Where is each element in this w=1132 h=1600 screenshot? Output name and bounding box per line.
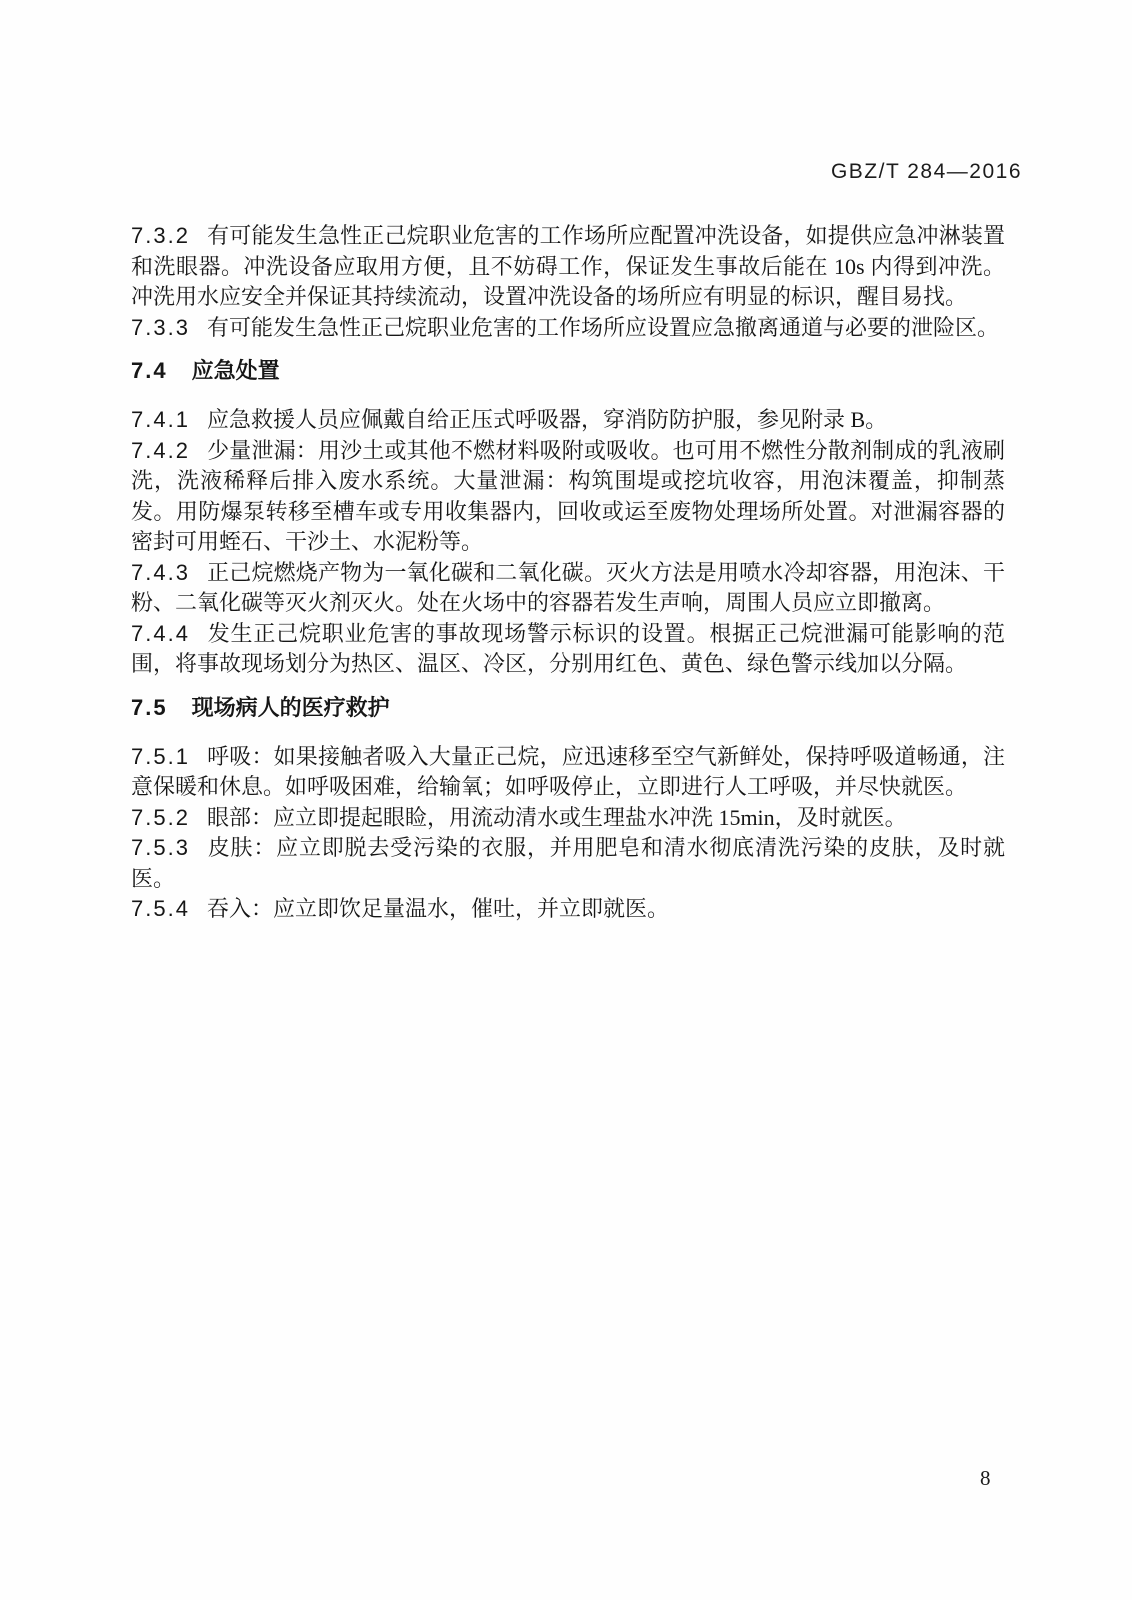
clause-text: 发生正己烷职业危害的事故现场警示标识的设置。根据正己烷泄漏可能影响的范围，将事故现场划分为热区、温区、冷区，分别用红色、黄色、绿色警示线加以分隔。 <box>131 620 1005 676</box>
clause-7-3-3 <box>131 313 1005 344</box>
clause-7-5-1 <box>131 742 1005 803</box>
clause-7-4-3 <box>131 558 1005 619</box>
clause-number: 7.5.2 <box>131 804 190 830</box>
clause-7-5-2 <box>131 803 1005 834</box>
clause-number: 7.4.1 <box>131 407 190 432</box>
clause-7-5-3 <box>131 833 1005 894</box>
clause-text: 吞入：应立即饮足量温水，催吐，并立即就医。 <box>206 896 669 921</box>
section-heading-7-4 <box>131 356 1005 386</box>
clause-number: 7.5.3 <box>131 835 190 860</box>
section-number: 7.4 <box>131 358 168 383</box>
section-number: 7.5 <box>131 694 168 720</box>
clause-text: 有可能发生急性正己烷职业危害的工作场所应设置应急撤离通道与必要的泄险区。 <box>206 314 999 340</box>
document-body <box>131 221 1005 925</box>
clause-7-3-2 <box>131 221 1005 313</box>
clause-text: 呼吸：如果接触者吸入大量正己烷，应迅速移至空气新鲜处，保持呼吸道畅通，注意保暖和休息。如呼吸困难，给输氧；如呼吸停止，立即进行人工呼吸，并尽快就医。 <box>131 743 1005 799</box>
clause-number: 7.3.2 <box>131 223 190 248</box>
clause-text: 皮肤：应立即脱去受污染的衣服，并用肥皂和清水彻底清洗污染的皮肤，及时就医。 <box>131 835 1005 891</box>
clause-7-4-1 <box>131 405 1005 436</box>
clause-number: 7.4.2 <box>131 437 190 463</box>
clause-text: 眼部：应立即提起眼睑，用流动清水或生理盐水冲洗 15min，及时就医。 <box>206 804 907 830</box>
clause-text: 有可能发生急性正己烷职业危害的工作场所应配置冲洗设备，如提供应急冲淋装置和洗眼器。冲洗设备应取用方便，且不妨碍工作，保证发生事故后能在 10s 内得到冲洗。冲洗用水应安全并保证其持续流动，设置冲洗设备的场所应有明显的标识，醒目易找。 <box>131 223 1005 309</box>
section-title: 应急处置 <box>191 358 280 383</box>
clause-text: 正己烷燃烧产物为一氧化碳和二氧化碳。灭火方法是用喷水冷却容器，用泡沫、干粉、二氧化碳等灭火剂灭火。处在火场中的容器若发生声响，周围人员应立即撤离。 <box>131 559 1005 615</box>
clause-7-5-4 <box>131 894 1005 925</box>
clause-7-4-4 <box>131 619 1005 680</box>
clause-text: 应急救援人员应佩戴自给正压式呼吸器，穿消防防护服，参见附录 B。 <box>206 407 888 432</box>
clause-number: 7.5.4 <box>131 896 190 921</box>
standard-number-header: GBZ/T 284—2016 <box>830 160 1022 183</box>
clause-text: 少量泄漏：用沙土或其他不燃材料吸附或吸收。也可用不燃性分散剂制成的乳液刷洗，洗液稀释后排入废水系统。大量泄漏：构筑围堤或挖坑收容，用泡沫覆盖，抑制蒸发。用防爆泵转移至槽车或专用收集器内，回收或运至废物处理场所处置。对泄漏容器的密封可用蛭石、干沙土、水泥粉等。 <box>131 437 1005 554</box>
clause-number: 7.4.3 <box>131 559 190 585</box>
clause-number: 7.3.3 <box>131 314 190 340</box>
section-heading-7-5 <box>131 693 1005 723</box>
clause-number: 7.5.1 <box>131 743 190 769</box>
section-title: 现场病人的医疗救护 <box>191 694 390 720</box>
clause-number: 7.4.4 <box>131 620 190 646</box>
clause-7-4-2 <box>131 436 1005 558</box>
page-number: 8 <box>980 1466 991 1490</box>
